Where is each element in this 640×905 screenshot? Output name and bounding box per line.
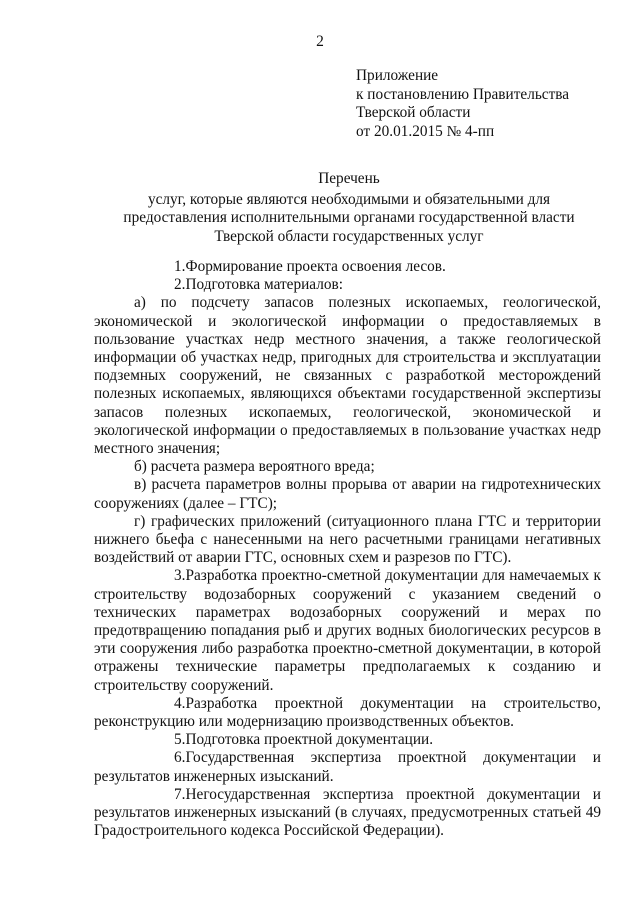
- appendix-line: к постановлению Правительства: [356, 85, 570, 103]
- item-number: 2.: [174, 276, 186, 294]
- item-text: г) графических приложений (ситуационного плана ГТС и территории нижнего бьефа с нанесенными на него расчетными границами негативных воздействий от аварии ГТС, основных схем и разрезов по ГТС).: [94, 512, 601, 567]
- item-text: Государственная экспертиза проектной документации и результатов инженерных изысканий.: [94, 749, 601, 785]
- document-body: [94, 258, 601, 841]
- list-item-3: [94, 567, 601, 694]
- document-title: [94, 170, 604, 246]
- appendix-line: Приложение: [356, 67, 439, 84]
- item-number: 3.: [174, 567, 186, 585]
- item-text: Подготовка проектной документации.: [185, 731, 434, 749]
- item-number: 1.: [174, 258, 186, 275]
- title-line: услуг, которые являются необходимыми и обязательными для: [147, 190, 551, 208]
- item-text: в) расчета параметров волны прорыва от аварии на гидротехнических сооружениях (далее – ГТС);: [94, 476, 601, 512]
- item-number: 5.: [174, 731, 186, 749]
- list-item-6: [94, 749, 601, 785]
- item-number: 7.: [174, 785, 186, 803]
- list-item-1: [94, 258, 601, 276]
- list-item-5: [94, 731, 601, 749]
- sub-item-b: [94, 458, 601, 476]
- appendix-date-line: от 20.01.2015 № 4-пп: [356, 122, 495, 140]
- sub-item-a: [94, 294, 601, 458]
- item-text: а) по подсчету запасов полезных ископаемых, геологической, экономической и экологической информации о предоставляемых в пользование участках недр местного значения, а также геологической информации об участках недр, пригодных для строительства и эксплуатации подземных сооружений, не связанных с разработкой месторождений полезных ископаемых, являющихся объектами государственной экспертизы запасов полезных ископаемых, геологической, экономической и экологической информации о предоставляемых в пользование участках недр местного значения;: [94, 294, 601, 458]
- appendix-header: [356, 67, 626, 141]
- item-text: Формирование проекта освоения лесов.: [185, 258, 446, 275]
- list-item-7: [94, 786, 601, 841]
- item-number: 4.: [174, 694, 186, 712]
- sub-item-v: [94, 476, 601, 512]
- item-text: Негосударственная экспертиза проектной документации и результатов инженерных изысканий (в случаях, предусмотренных статьей 49 Градостроительного кодекса Российской Федерации).: [94, 785, 601, 840]
- title-main: Перечень: [318, 170, 380, 187]
- sub-item-g: [94, 513, 601, 568]
- list-item-2: [94, 276, 601, 294]
- appendix-line: Тверской области: [356, 104, 471, 121]
- item-number: 6.: [174, 749, 186, 767]
- item-text: Разработка проектно-сметной документации для намечаемых к строительству водозаборных сооружений с указанием сведений о технических параметрах водозаборных сооружений и мерах по предотвращению попадания рыб и других водных биологических ресурсов в эти сооружения либо разработка проектно-сметной документации, в которой отражены технические параметры предполагаемых к созданию и строительству сооружений.: [94, 567, 601, 694]
- item-text: Подготовка материалов:: [185, 276, 343, 294]
- item-text: б) расчета размера вероятного вреда;: [134, 458, 375, 476]
- item-text: Разработка проектной документации на строительство, реконструкцию или модернизацию производственных объектов.: [94, 694, 601, 731]
- title-line: Тверской области государственных услуг: [214, 227, 484, 245]
- page-number: 2: [316, 33, 324, 50]
- title-line: предоставления исполнительными органами государственной власти: [123, 209, 575, 227]
- list-item-4: [94, 695, 601, 731]
